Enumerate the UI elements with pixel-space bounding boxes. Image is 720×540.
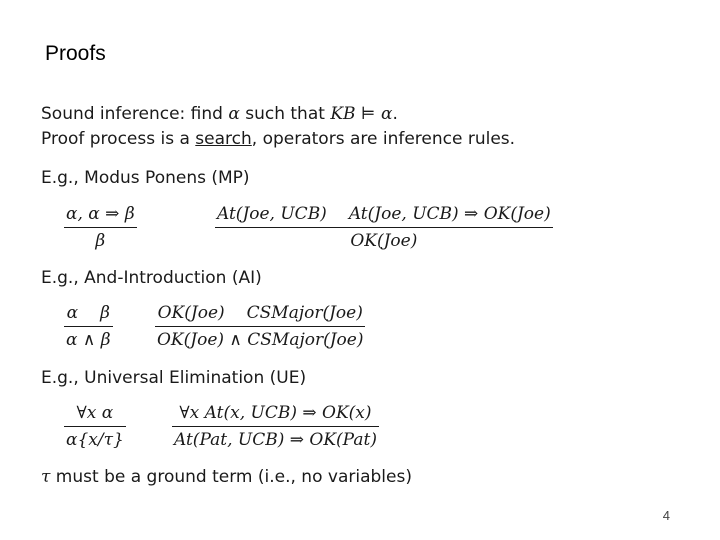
kb-entails-alpha: KB ⊨ α [330, 104, 393, 124]
tau-symbol: τ [41, 467, 51, 487]
ue-rule-fraction [64, 403, 126, 450]
mp-rule-denominator: β [95, 231, 106, 251]
ue-rule-denominator: α{x/τ} [66, 430, 124, 450]
ue-example-denominator: At(Pat, UCB) ⇒ OK(Pat) [174, 430, 377, 450]
mp-example-fraction [215, 204, 553, 251]
ue-example-numerator: ∀x At(x, UCB) ⇒ OK(x) [179, 403, 372, 423]
ai-rule-fraction [64, 303, 113, 350]
ai-rule-numerator [65, 303, 112, 326]
ai-example-premise-1: OK(Joe) [157, 303, 225, 323]
ai-example-fraction [155, 303, 365, 350]
ai-rule-premise-2: β [100, 303, 110, 323]
sound-inference-text-3: . [392, 104, 398, 124]
and-introduction-heading: E.g., And-Introduction (AI) [41, 268, 262, 288]
mp-rule-fraction [64, 204, 137, 251]
proof-process-line [41, 129, 515, 149]
mp-example-premise-1: At(Joe, UCB) [217, 204, 327, 224]
mp-rule-numerator: α, α ⇒ β [66, 204, 135, 224]
ue-rule-numerator: ∀x α [76, 403, 114, 423]
ground-term-text: must be a ground term (i.e., no variables) [50, 467, 412, 487]
modus-ponens-heading: E.g., Modus Ponens (MP) [41, 168, 250, 188]
ai-rule-premise-1: α [66, 303, 79, 323]
ai-example-premise-2: CSMajor(Joe) [246, 303, 363, 323]
sound-inference-text-1: Sound inference: find [41, 104, 229, 124]
alpha-symbol: α [228, 104, 240, 124]
mp-example-numerator [215, 204, 553, 227]
universal-elimination-heading: E.g., Universal Elimination (UE) [41, 368, 307, 388]
page-number: 4 [662, 508, 670, 523]
ai-example-numerator [156, 303, 365, 326]
slide-title: Proofs [45, 42, 106, 65]
ai-example-denominator: OK(Joe) ∧ CSMajor(Joe) [157, 330, 364, 350]
proof-process-text-2: , operators are inference rules. [251, 129, 516, 149]
sound-inference-line [41, 104, 398, 124]
ground-term-line [41, 467, 412, 487]
ai-rule-denominator: α ∧ β [66, 330, 111, 350]
mp-example-premise-2: At(Joe, UCB) ⇒ OK(Joe) [348, 204, 551, 224]
search-link[interactable]: search [195, 129, 252, 149]
ue-example-fraction [172, 403, 379, 450]
proof-process-text-1: Proof process is a [41, 129, 196, 149]
mp-example-denominator: OK(Joe) [350, 231, 418, 251]
sound-inference-text-2: such that [239, 104, 331, 124]
